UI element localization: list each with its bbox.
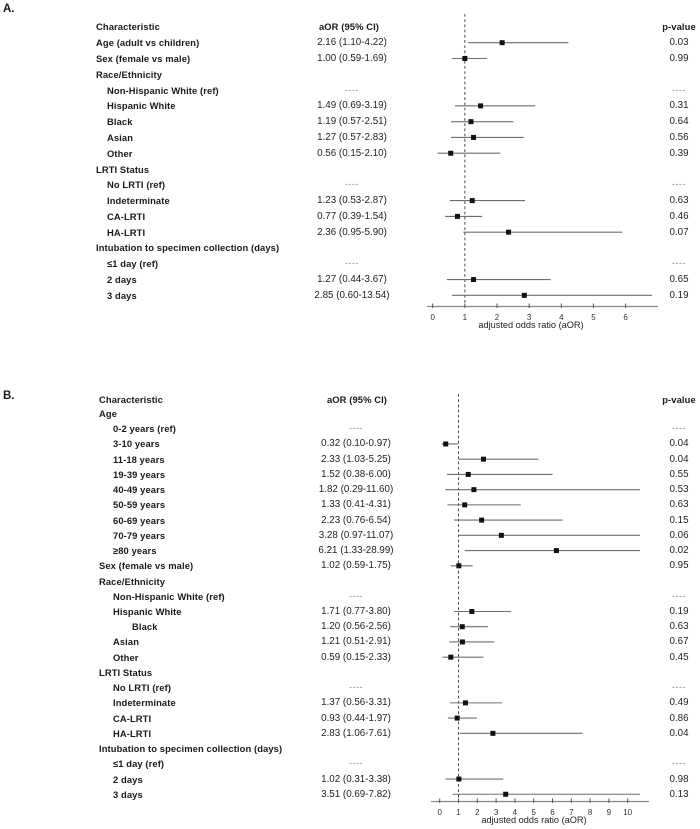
- row-label: LRTI Status: [99, 666, 153, 678]
- point-estimate-marker: [443, 441, 448, 446]
- row-aor-value: 0.59 (0.15-2.33): [321, 651, 391, 663]
- row-aor-na-dash: ----: [345, 84, 359, 95]
- row-aor-value: 2.83 (1.06-7.61): [321, 727, 391, 739]
- x-axis-tick-label: 10: [623, 807, 633, 817]
- x-axis-tick-label: 3: [493, 807, 499, 817]
- point-estimate-marker: [456, 563, 461, 568]
- row-aor-value: 2.36 (0.95-5.90): [317, 226, 387, 238]
- column-header-pvalue: p-value: [662, 21, 696, 32]
- row-pvalue-na-dash: ----: [672, 179, 686, 190]
- row-pvalue: 0.19: [669, 289, 689, 301]
- x-axis-tick-label: 9: [606, 807, 612, 817]
- row-pvalue-na-dash: ----: [672, 84, 686, 95]
- x-axis-tick-label: 5: [531, 807, 536, 817]
- row-label: 60-69 years: [113, 514, 166, 526]
- row-pvalue: 0.04: [669, 727, 689, 739]
- row-aor-value: 6.21 (1.33-28.99): [318, 545, 394, 557]
- row-aor-value: 0.93 (0.44-1.97): [321, 712, 391, 724]
- x-axis-tick-label: 5: [591, 312, 596, 322]
- row-pvalue: 0.63: [669, 499, 689, 511]
- row-aor-na-dash: ----: [349, 590, 363, 601]
- row-aor-value: 1.20 (0.56-2.56): [321, 621, 391, 633]
- row-label: Sex (female vs male): [99, 560, 194, 572]
- row-aor-value: 1.37 (0.56-3.31): [321, 697, 391, 709]
- row-aor-value: 1.02 (0.59-1.75): [321, 560, 391, 572]
- point-estimate-marker: [522, 293, 527, 298]
- row-label: Hispanic White: [107, 100, 176, 112]
- row-label: 2 days: [113, 773, 143, 785]
- row-label: HA-LRTI: [107, 226, 146, 238]
- x-axis-tick-label: 1: [462, 312, 468, 322]
- row-label: Age: [99, 408, 118, 419]
- point-estimate-marker: [490, 731, 495, 736]
- row-aor-na-dash: ----: [349, 758, 363, 769]
- point-estimate-marker: [554, 548, 559, 553]
- row-pvalue: 0.65: [669, 274, 689, 286]
- x-axis-tick-label: 6: [550, 807, 555, 817]
- row-aor-value: 0.56 (0.15-2.10): [317, 147, 387, 159]
- row-aor-value: 1.00 (0.59-1.69): [317, 52, 387, 64]
- row-pvalue: 0.55: [669, 468, 689, 480]
- row-aor-na-dash: ----: [345, 258, 359, 269]
- row-label: 40-49 years: [113, 484, 166, 496]
- panel-b-label: B.: [3, 390, 15, 402]
- point-estimate-marker: [471, 135, 476, 140]
- row-label: Other: [113, 651, 139, 663]
- column-header-aor: aOR (95% CI): [318, 21, 380, 32]
- point-estimate-marker: [500, 40, 505, 45]
- row-label: 2 days: [107, 274, 137, 286]
- row-pvalue: 0.64: [669, 116, 689, 128]
- row-label: Race/Ethnicity: [96, 68, 163, 80]
- point-estimate-marker: [448, 655, 453, 660]
- row-aor-value: 1.19 (0.57-2.51): [317, 116, 387, 128]
- point-estimate-marker: [462, 502, 467, 507]
- x-axis-tick-label: 4: [559, 312, 564, 322]
- row-pvalue: 0.63: [669, 621, 689, 633]
- row-label: HA-LRTI: [113, 727, 152, 739]
- row-aor-value: 1.02 (0.31-3.38): [321, 773, 391, 785]
- row-label: CA-LRTI: [113, 712, 152, 724]
- row-label: 19-39 years: [113, 468, 166, 480]
- point-estimate-marker: [466, 472, 471, 477]
- point-estimate-marker: [460, 624, 465, 629]
- x-axis-tick-label: 4: [512, 807, 518, 817]
- column-header-aor: aOR (95% CI): [326, 394, 388, 405]
- x-axis-tick-label: 1: [456, 807, 461, 817]
- row-pvalue: 0.95: [669, 560, 689, 572]
- row-aor-value: 0.77 (0.39-1.54): [317, 210, 387, 222]
- row-aor-value: 2.33 (1.03-5.25): [321, 453, 391, 465]
- x-axis-tick-label: 0: [437, 807, 442, 817]
- row-pvalue-na-dash: ----: [672, 758, 686, 769]
- row-aor-na-dash: ----: [345, 179, 359, 190]
- column-header-characteristic: Characteristic: [96, 21, 160, 32]
- row-pvalue: 0.31: [669, 100, 689, 112]
- row-label: Hispanic White: [113, 605, 182, 617]
- point-estimate-marker: [455, 716, 460, 721]
- row-pvalue: 0.99: [669, 52, 689, 64]
- point-estimate-marker: [479, 518, 484, 523]
- x-axis-tick-label: 3: [526, 312, 532, 322]
- point-estimate-marker: [471, 487, 476, 492]
- row-pvalue: 0.49: [669, 697, 689, 709]
- row-label: Intubation to specimen collection (days): [96, 242, 280, 254]
- point-estimate-marker: [468, 119, 473, 124]
- row-pvalue-na-dash: ----: [672, 423, 686, 434]
- row-pvalue-na-dash: ----: [672, 590, 686, 601]
- row-pvalue: 0.19: [669, 605, 689, 617]
- point-estimate-marker: [460, 639, 465, 644]
- row-pvalue: 0.39: [669, 147, 689, 159]
- x-axis-tick-label: 2: [494, 312, 500, 322]
- row-pvalue: 0.02: [669, 545, 689, 557]
- row-pvalue: 0.07: [669, 226, 689, 238]
- row-aor-value: 1.52 (0.38-6.00): [321, 468, 391, 480]
- row-label: 11-18 years: [113, 453, 165, 465]
- row-label: Race/Ethnicity: [99, 575, 166, 587]
- row-aor-na-dash: ----: [349, 682, 363, 693]
- point-estimate-marker: [456, 777, 461, 782]
- row-pvalue: 0.03: [669, 37, 689, 49]
- point-estimate-marker: [499, 533, 504, 538]
- row-aor-value: 1.23 (0.53-2.87): [317, 195, 387, 207]
- point-estimate-marker: [448, 151, 453, 156]
- row-label: 3 days: [113, 788, 143, 800]
- row-aor-value: 1.27 (0.44-3.67): [317, 274, 387, 286]
- point-estimate-marker: [481, 457, 486, 462]
- row-label: No LRTI (ref): [107, 179, 166, 191]
- row-label: ≥80 years: [113, 545, 157, 557]
- row-aor-value: 2.23 (0.76-6.54): [321, 514, 391, 526]
- row-pvalue: 0.46: [669, 210, 689, 222]
- row-pvalue: 0.98: [669, 773, 689, 785]
- row-pvalue: 0.56: [669, 131, 689, 143]
- column-header-pvalue: p-value: [662, 394, 696, 405]
- row-label: Non-Hispanic White (ref): [107, 84, 219, 96]
- point-estimate-marker: [471, 277, 476, 282]
- x-axis-tick-label: 2: [475, 807, 480, 817]
- row-label: CA-LRTI: [107, 210, 146, 222]
- row-label: Sex (female vs male): [96, 52, 191, 64]
- row-label: Indeterminate: [107, 195, 170, 207]
- row-aor-value: 2.16 (1.10-4.22): [317, 37, 387, 49]
- row-label: 50-59 years: [113, 499, 166, 511]
- row-aor-value: 1.21 (0.51-2.91): [321, 636, 391, 648]
- x-axis-tick-label: 0: [430, 312, 435, 322]
- row-pvalue: 0.06: [669, 529, 689, 541]
- row-aor-value: 1.71 (0.77-3.80): [321, 605, 391, 617]
- row-label: LRTI Status: [96, 163, 150, 175]
- point-estimate-marker: [506, 230, 511, 235]
- row-label: Age (adult vs children): [96, 37, 200, 49]
- x-axis-title: adjusted odds ratio (aOR): [481, 815, 587, 825]
- row-label: 3-10 years: [113, 438, 160, 450]
- row-label: Indeterminate: [113, 697, 176, 709]
- row-label: Black: [132, 621, 158, 633]
- x-axis-tick-label: 6: [623, 312, 628, 322]
- row-pvalue: 0.86: [669, 712, 689, 724]
- row-aor-na-dash: ----: [349, 423, 363, 434]
- row-pvalue: 0.45: [669, 651, 689, 663]
- point-estimate-marker: [455, 214, 460, 219]
- x-axis-title: adjusted odds ratio (aOR): [478, 320, 584, 330]
- x-axis-tick-label: 7: [569, 807, 574, 817]
- row-aor-value: 1.82 (0.29-11.60): [318, 484, 394, 496]
- row-label: ≤1 day (ref): [107, 258, 159, 270]
- row-pvalue: 0.15: [669, 514, 689, 526]
- row-label: Other: [107, 147, 133, 159]
- row-aor-value: 1.33 (0.41-4.31): [321, 499, 391, 511]
- x-axis-tick-label: 8: [587, 807, 593, 817]
- column-header-characteristic: Characteristic: [99, 394, 163, 405]
- row-aor-value: 3.28 (0.97-11.07): [318, 529, 394, 541]
- row-label: 0-2 years (ref): [113, 423, 176, 435]
- point-estimate-marker: [470, 198, 475, 203]
- row-aor-value: 0.32 (0.10-0.97): [321, 438, 391, 450]
- point-estimate-marker: [462, 56, 467, 61]
- row-label: Black: [107, 116, 133, 128]
- row-pvalue: 0.13: [669, 788, 689, 800]
- point-estimate-marker: [463, 700, 468, 705]
- row-aor-value: 2.85 (0.60-13.54): [314, 289, 390, 301]
- row-label: No LRTI (ref): [113, 682, 172, 694]
- row-aor-value: 1.27 (0.57-2.83): [317, 131, 387, 143]
- row-label: Non-Hispanic White (ref): [113, 590, 225, 602]
- row-label: Asian: [113, 636, 140, 648]
- row-label: 70-79 years: [113, 529, 166, 541]
- row-pvalue-na-dash: ----: [672, 258, 686, 269]
- row-aor-value: 1.49 (0.69-3.19): [317, 100, 387, 112]
- row-aor-value: 3.51 (0.69-7.82): [321, 788, 391, 800]
- row-label: 3 days: [107, 289, 137, 301]
- point-estimate-marker: [469, 609, 474, 614]
- point-estimate-marker: [478, 103, 483, 108]
- point-estimate-marker: [503, 792, 508, 797]
- row-pvalue: 0.67: [669, 636, 689, 648]
- row-pvalue: 0.04: [669, 453, 689, 465]
- panel-a-label: A.: [3, 3, 15, 15]
- row-pvalue-na-dash: ----: [672, 682, 686, 693]
- row-pvalue: 0.04: [669, 438, 689, 450]
- row-label: Asian: [107, 131, 134, 143]
- row-label: Intubation to specimen collection (days): [99, 743, 283, 755]
- row-pvalue: 0.63: [669, 195, 689, 207]
- row-pvalue: 0.53: [669, 484, 689, 496]
- row-label: ≤1 day (ref): [113, 758, 165, 770]
